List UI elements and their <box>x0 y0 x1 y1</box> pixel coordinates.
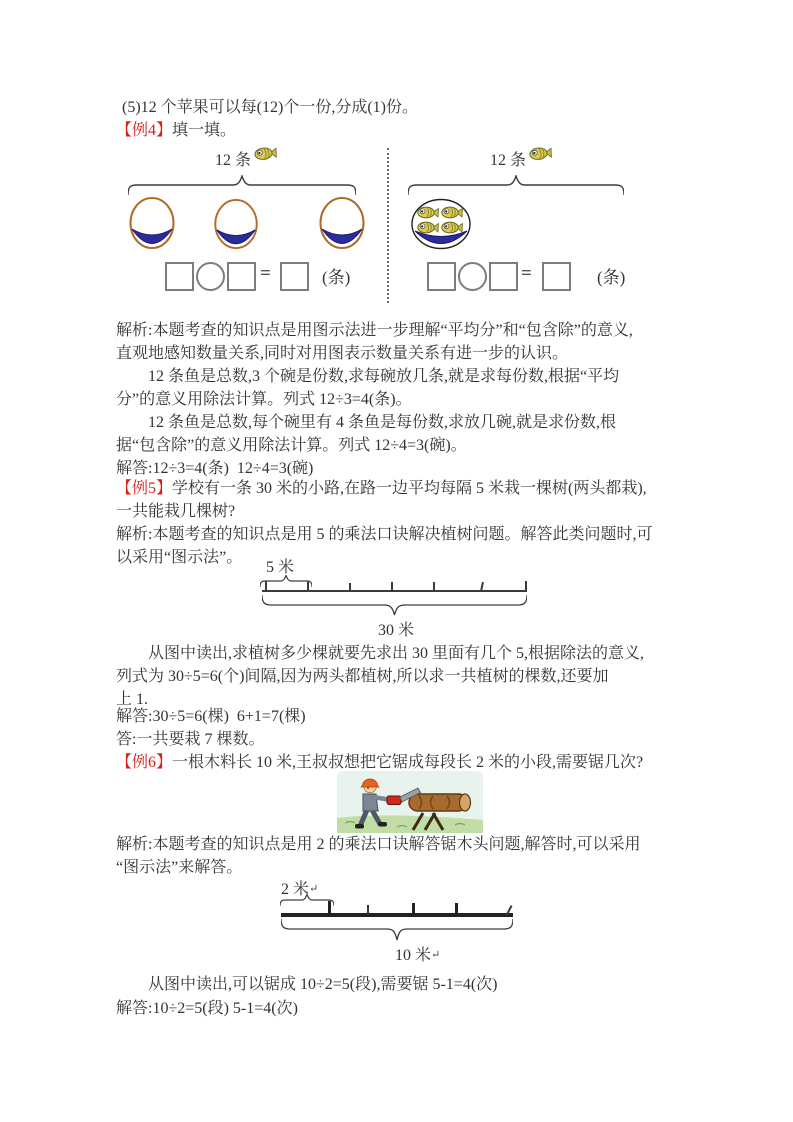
example6-question-text: 一根木料长 10 米,王叔叔想把它锯成每段长 2 米的小段,需要锯几次? <box>172 754 644 771</box>
text-line: 分”的意义用除法计算。列式 12÷3=4(条)。 <box>116 391 412 408</box>
example4-tag: 【例4】 <box>116 122 173 139</box>
total-brace-10m <box>281 919 513 943</box>
text-line: 解析:本题考查的知识点是用图示法进一步理解“平均分”和“包含除”的意义, <box>116 322 633 339</box>
left-unit-label: (条) <box>322 268 351 287</box>
plate-of-fish-icon <box>410 198 472 251</box>
answer-box <box>427 262 456 291</box>
fish-icon <box>529 146 553 161</box>
example5-answer: 解答:30÷5=6(棵) 6+1=7(棵) <box>116 708 306 725</box>
paragraph-mark: ↵ <box>309 883 319 895</box>
tick-mark <box>525 581 527 591</box>
example6-analysis <box>116 833 710 879</box>
text-line: 解析:本题考查的知识点是用 5 的乘法口诀解决植树问题。解答此类问题时,可 <box>116 526 653 543</box>
answer-box <box>489 262 518 291</box>
tick-mark <box>391 582 393 591</box>
text-line <box>116 477 710 500</box>
answer-box <box>165 262 194 291</box>
interval-label-5m: 5 米 <box>266 559 295 576</box>
answer-box <box>280 262 309 291</box>
right-unit-label: (条) <box>597 268 626 287</box>
text-line: 列式为 30÷5=6(个)间隔,因为两头都植树,所以求一共植树的棵数,还要加 <box>116 668 609 685</box>
operator-circle <box>196 262 225 291</box>
bowl-icon <box>212 198 260 251</box>
tick-mark <box>412 903 415 914</box>
text-line: 解析:本题考查的知识点是用 2 的乘法口诀解答锯木头问题,解答时,可以采用 <box>116 836 641 853</box>
tick-mark <box>349 583 351 591</box>
text-line: 据“包含除”的意义用除法计算。列式 12÷4=3(碗)。 <box>116 437 467 454</box>
diagram-divider <box>387 148 389 303</box>
text-line: 12 条鱼是总数,3 个碗是份数,求每碗放几条,就是求每份数,根据“平均 <box>148 368 620 385</box>
equals-sign: = <box>260 263 271 284</box>
example5-question <box>116 477 710 523</box>
apple-fill-line: (5)12 个苹果可以每(12)个一份,分成(1)份。 <box>122 99 418 116</box>
text-line: 上 1. <box>116 691 149 708</box>
road-line <box>262 590 527 592</box>
equals-sign: = <box>521 263 532 284</box>
example6-answer: 解答:10÷2=5(段) 5-1=4(次) <box>116 1000 298 1017</box>
example6-tag: 【例6】 <box>116 754 173 771</box>
example5-tag: 【例5】 <box>116 480 173 497</box>
interval-label-2m: 2 米↵ <box>281 881 319 898</box>
tick-mark <box>455 903 458 914</box>
total-label-30m: 30 米 <box>378 622 415 639</box>
example5-question-line1: 学校有一条 30 米的小路,在路一边平均每隔 5 米栽一棵树(两头都栽), <box>172 480 647 497</box>
example5-reply: 答:一共要栽 7 棵数。 <box>116 731 265 748</box>
paragraph-mark: ↵ <box>431 949 441 961</box>
tick-mark <box>265 581 267 591</box>
example5-deduce <box>116 642 710 711</box>
right-total-label: 12 条 <box>490 152 527 169</box>
bowl-icon <box>128 196 176 251</box>
bowl-icon <box>318 196 366 251</box>
example4-answer: 解答:12÷3=4(条) 12÷4=3(碗) <box>116 460 314 477</box>
tick-mark <box>328 901 331 914</box>
text-line: 从图中读出,求植树多少棵就要先求出 30 里面有几个 5,根据除法的意义, <box>148 645 645 662</box>
tick-mark <box>307 581 309 591</box>
text-line: 12 条鱼是总数,每个碗里有 4 条鱼是每份数,求放几碗,就是求份数,根 <box>148 414 617 431</box>
text-line: 直观地感知数量关系,同时对用图表示数量关系有进一步的认识。 <box>116 345 569 362</box>
tick-mark <box>433 582 435 591</box>
answer-box <box>227 262 256 291</box>
example4-contain-para <box>116 411 710 457</box>
example4-heading <box>116 119 236 142</box>
text-line: 一共能栽几棵树? <box>116 503 236 520</box>
left-total-label: 12 条 <box>215 152 252 169</box>
fish-icon <box>254 146 278 161</box>
log-line <box>281 913 513 917</box>
operator-circle <box>458 262 487 291</box>
person-sawing-log-illustration <box>337 771 483 833</box>
interval-brace <box>260 575 312 589</box>
example5-analysis <box>116 523 710 569</box>
total-brace-30m <box>262 595 527 617</box>
total-label-10m: 10 米↵ <box>395 947 441 964</box>
text-line: “图示法”来解答。 <box>116 859 243 876</box>
right-brace <box>408 175 624 199</box>
tick-mark <box>367 905 369 914</box>
example4-title: 填一填。 <box>172 122 237 139</box>
example4-average-para <box>116 365 710 411</box>
example6-deduce: 从图中读出,可以锯成 10÷2=5(段),需要锯 5-1=4(次) <box>148 976 498 993</box>
example4-analysis <box>116 319 710 365</box>
text-line: 以采用“图示法”。 <box>116 549 243 566</box>
answer-box <box>542 262 571 291</box>
interval-brace <box>280 894 334 908</box>
